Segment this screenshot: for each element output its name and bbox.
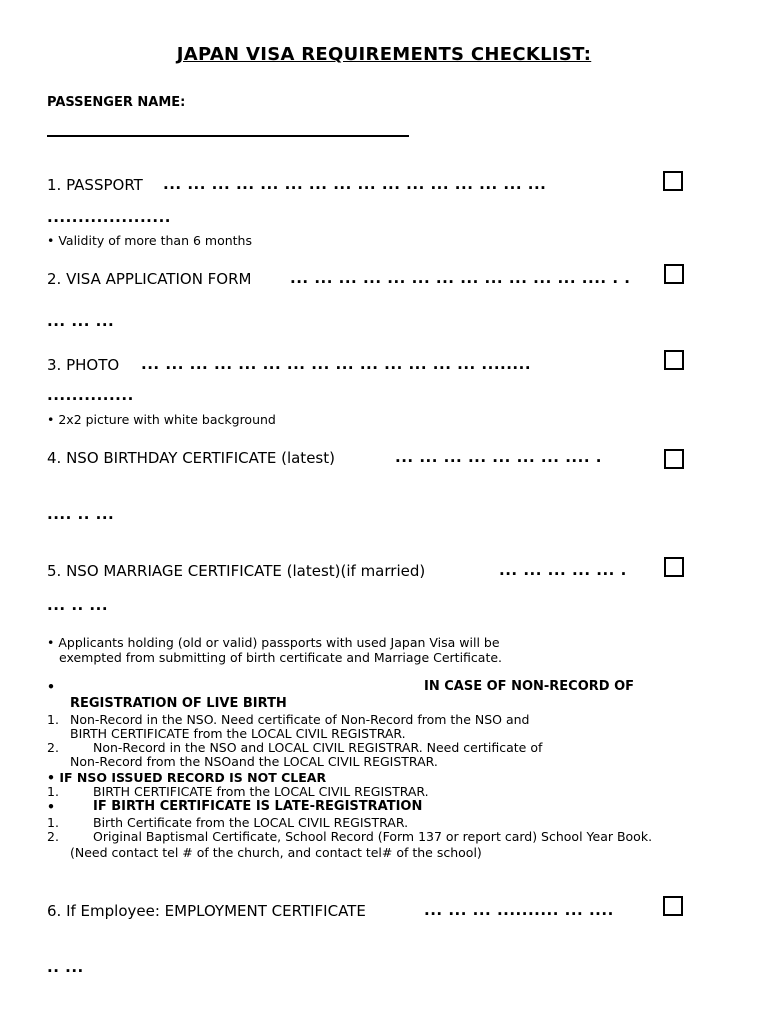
late-item-2: Original Baptismal Certificate, School Record (Form 137 or report card) School Year Book. [93, 829, 653, 844]
passport-checkbox[interactable] [663, 171, 683, 191]
item-birth-cert-dots-cont: .... .. ... [47, 505, 115, 523]
item-visa-form-label: 2. VISA APPLICATION FORM [47, 270, 252, 288]
exempt-note-line1: • Applicants holding (old or valid) passports with used Japan Visa will be [47, 635, 500, 650]
item-passport-dots-cont: .................... [47, 208, 171, 226]
photo-checkbox[interactable] [664, 350, 684, 370]
unclear-num-1: 1. [47, 784, 59, 799]
late-num-2: 2. [47, 829, 59, 844]
passenger-name-label: PASSENGER NAME: [47, 95, 186, 110]
contact-note: (Need contact tel # of the church, and contact tel# of the school) [70, 845, 482, 860]
non-record-num-1: 1. [47, 712, 59, 727]
page-title: JAPAN VISA REQUIREMENTS CHECKLIST: [176, 44, 592, 65]
unclear-item-1: BIRTH CERTIFICATE from the LOCAL CIVIL REGISTRAR. [93, 784, 429, 799]
non-record-num-2: 2. [47, 740, 59, 755]
passport-note: • Validity of more than 6 months [47, 233, 252, 248]
item-birth-cert-label: 4. NSO BIRTHDAY CERTIFICATE (latest) [47, 449, 335, 467]
item-visa-form-dots-cont: ... ... ... [47, 312, 115, 330]
non-record-item-1-line1: Non-Record in the NSO. Need certificate of Non-Record from the NSO and [70, 712, 530, 727]
item-employment-cert-dots: ... ... ... .......... ... .... [424, 901, 614, 919]
non-record-item-2-line1: Non-Record in the NSO and LOCAL CIVIL REGISTRAR. Need certificate of [93, 740, 543, 755]
employment-cert-checkbox[interactable] [663, 896, 683, 916]
passenger-name-line [47, 135, 409, 137]
non-record-heading-cont: REGISTRATION OF LIVE BIRTH [70, 696, 287, 711]
item-birth-cert-dots: ... ... ... ... ... ... ... .... . [395, 448, 602, 466]
non-record-item-2-line2: Non-Record from the NSOand the LOCAL CIVIL REGISTRAR. [70, 754, 438, 769]
late-registration-bullet: • [47, 799, 55, 814]
item-employment-cert-dots-cont: .. ... [47, 958, 84, 976]
item-photo-dots-cont: .............. [47, 386, 134, 404]
item-marriage-cert-label: 5. NSO MARRIAGE CERTIFICATE (latest)(if married) [47, 562, 426, 580]
photo-note: • 2x2 picture with white background [47, 412, 276, 427]
late-item-1: Birth Certificate from the LOCAL CIVIL REGISTRAR. [93, 815, 409, 830]
item-employment-cert-label: 6. If Employee: EMPLOYMENT CERTIFICATE [47, 902, 366, 920]
marriage-cert-checkbox[interactable] [664, 557, 684, 577]
unclear-record-heading: • IF NSO ISSUED RECORD IS NOT CLEAR [47, 770, 327, 785]
non-record-bullet: • [47, 679, 55, 694]
non-record-heading: IN CASE OF NON-RECORD OF [424, 679, 635, 694]
non-record-item-1-line2: BIRTH CERTIFICATE from the LOCAL CIVIL REGISTRAR. [70, 726, 406, 741]
item-passport-label: 1. PASSPORT [47, 176, 143, 194]
item-passport-dots: ... ... ... ... ... ... ... ... ... ... ... ... ... ... ... ... [163, 175, 547, 193]
item-marriage-cert-dots: ... ... ... ... ... . [499, 561, 627, 579]
birth-cert-checkbox[interactable] [664, 449, 684, 469]
item-marriage-cert-dots-cont: ... .. ... [47, 596, 109, 614]
late-num-1: 1. [47, 815, 59, 830]
visa-form-checkbox[interactable] [664, 264, 684, 284]
late-registration-heading: IF BIRTH CERTIFICATE IS LATE-REGISTRATION [93, 799, 423, 814]
exempt-note-line2: exempted from submitting of birth certificate and Marriage Certificate. [59, 650, 503, 665]
item-photo-label: 3. PHOTO [47, 356, 120, 374]
item-visa-form-dots: ... ... ... ... ... ... ... ... ... ... ... ... .... . . [290, 269, 631, 287]
item-photo-dots: ... ... ... ... ... ... ... ... ... ... ... ... ... ... ........ [141, 355, 532, 373]
